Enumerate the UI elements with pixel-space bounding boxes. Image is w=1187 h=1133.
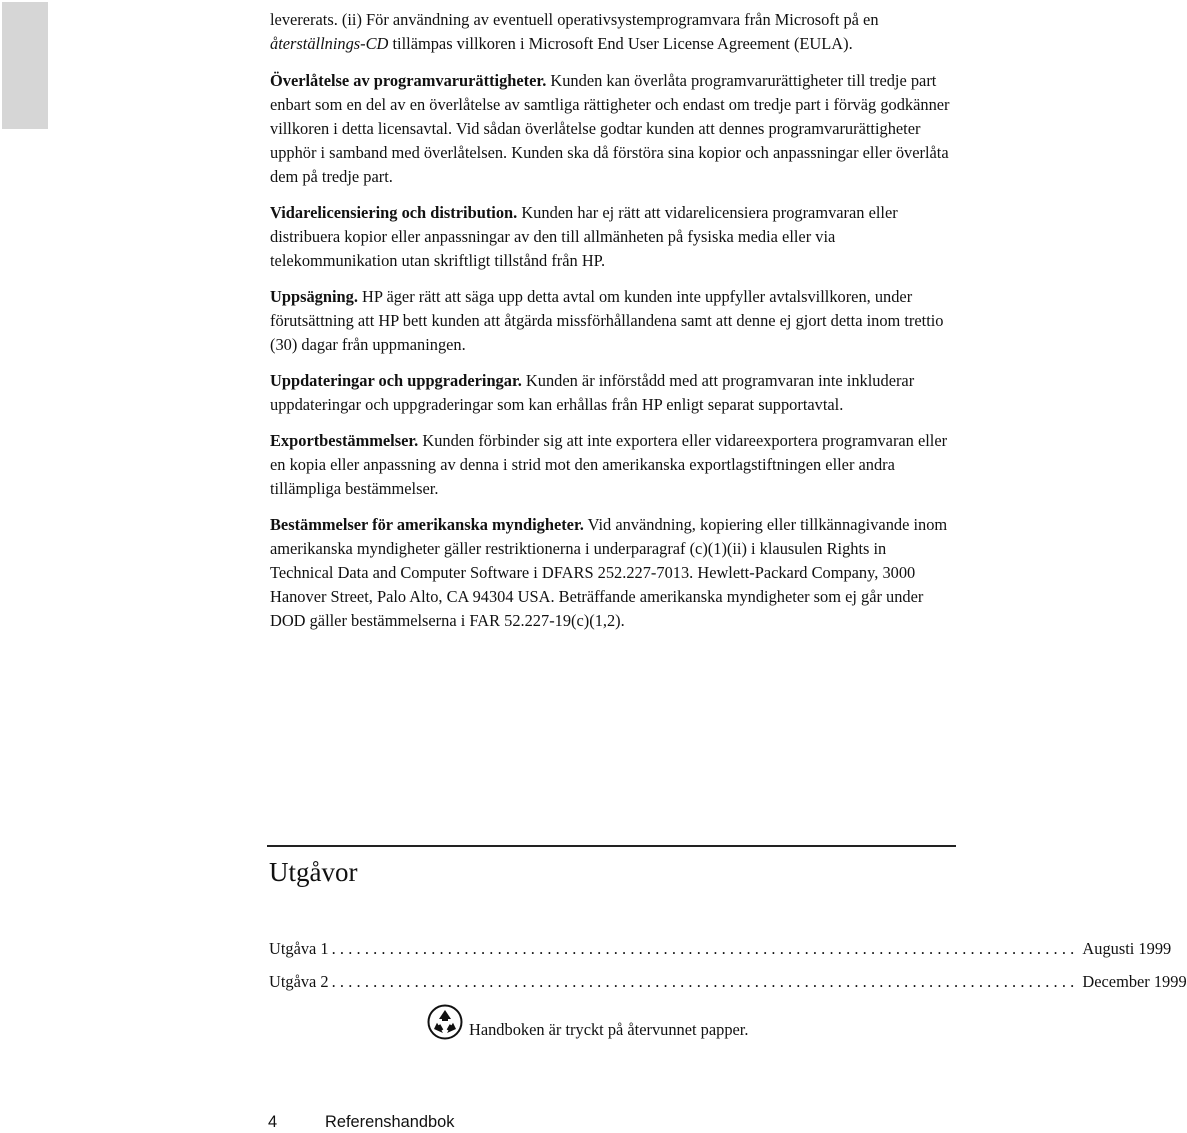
intro-text-italic: återställnings-CD [270,34,389,53]
dot-leader: .......................................................................................... [331,939,1079,958]
section-heading: Vidarelicensiering och distribution. [270,203,518,222]
recycle-note: Handboken är tryckt på återvunnet papper. [469,1020,749,1039]
side-tab-marker [2,2,48,129]
intro-paragraph [270,8,952,56]
intro-text-2: tillämpas villkoren i Microsoft End User License Agreement (EULA). [388,34,853,53]
section-heading: Bestämmelser för amerikanska myndigheter. [270,515,584,534]
section-heading: Exportbestämmelser. [270,431,419,450]
edition-date: December 1999 [1082,972,1187,991]
section-body: Kunden har ej rätt att vidarelicensiera programvaran eller distribuera kopior eller anpassningar av den till allmänheten på fysiska media eller via telekommunikation utan skriftligt tillstånd från HP. [270,203,898,270]
section-us-government [270,513,952,633]
dot-leader: .......................................................................................... [331,972,1079,991]
section-termination [270,285,952,357]
section-heading: Överlåtelse av programvarurättigheter. [270,71,547,90]
section-heading: Uppdateringar och uppgraderingar. [270,371,522,390]
edition-row [269,938,1172,960]
section-heading: Uppsägning. [270,287,358,306]
edition-date: Augusti 1999 [1082,939,1172,958]
section-body: Kunden är införstådd med att programvaran inte inkluderar uppdateringar och uppgraderingar som kan erhållas från HP enligt separat supportavtal. [270,371,915,414]
section-body: Kunden förbinder sig att inte exportera eller vidareexportera programvaran eller en kopia eller anpassning av denna i strid mot den amerikanska exportlagstiftningen eller andra tillämpliga bestämmelser. [270,431,948,498]
section-export [270,429,952,501]
section-body: Kunden kan överlåta programvarurättigheter till tredje part enbart som en del av en överlåtelse av samtliga rättigheter och endast om tredje part i förväg godkänner villkoren i detta licensavtal. Vid sådan överlåtelse godtar kunden att dennes programvarurättigheter upphör i samband med överlåtelsen. Kunden ska då förstöra sina kopior och anpassningar eller överlåta dem på tredje part. [270,71,950,186]
footer-title: Referenshandbok [325,1113,455,1131]
section-divider [267,845,956,847]
page-number: 4 [268,1113,278,1131]
license-text [270,8,952,645]
section-transfer [270,69,952,189]
edition-label: Utgåva 2 [269,972,329,991]
section-body: Vid användning, kopiering eller tillkännagivande inom amerikanska myndigheter gäller restriktionerna i underparagraf (c)(1)(ii) i klausulen Rights in Technical Data and Computer Software i DFARS 252.227-7013. Hewlett-Packard Company, 3000 Hanover Street, Palo Alto, CA 94304 USA. Beträffande amerikanska myndigheter som ej går under DOD gäller bestämmelserna i FAR 52.227-19(c)(1,2). [270,515,948,630]
section-updates [270,369,952,417]
edition-row [269,971,1187,993]
intro-text-1: levererats. (ii) För användning av eventuell operativsystemprogramvara från Microsoft på en [270,10,879,29]
section-sublicensing [270,201,952,273]
edition-label: Utgåva 1 [269,939,329,958]
section-body: HP äger rätt att säga upp detta avtal om kunden inte uppfyller avtalsvillkoren, under förutsättning att HP bett kunden att åtgärda missförhållandena samt att denne ej gjort detta inom trettio (30) dagar från uppmaningen. [270,287,944,354]
recycle-icon [427,1004,463,1040]
editions-title: Utgåvor [269,857,358,887]
